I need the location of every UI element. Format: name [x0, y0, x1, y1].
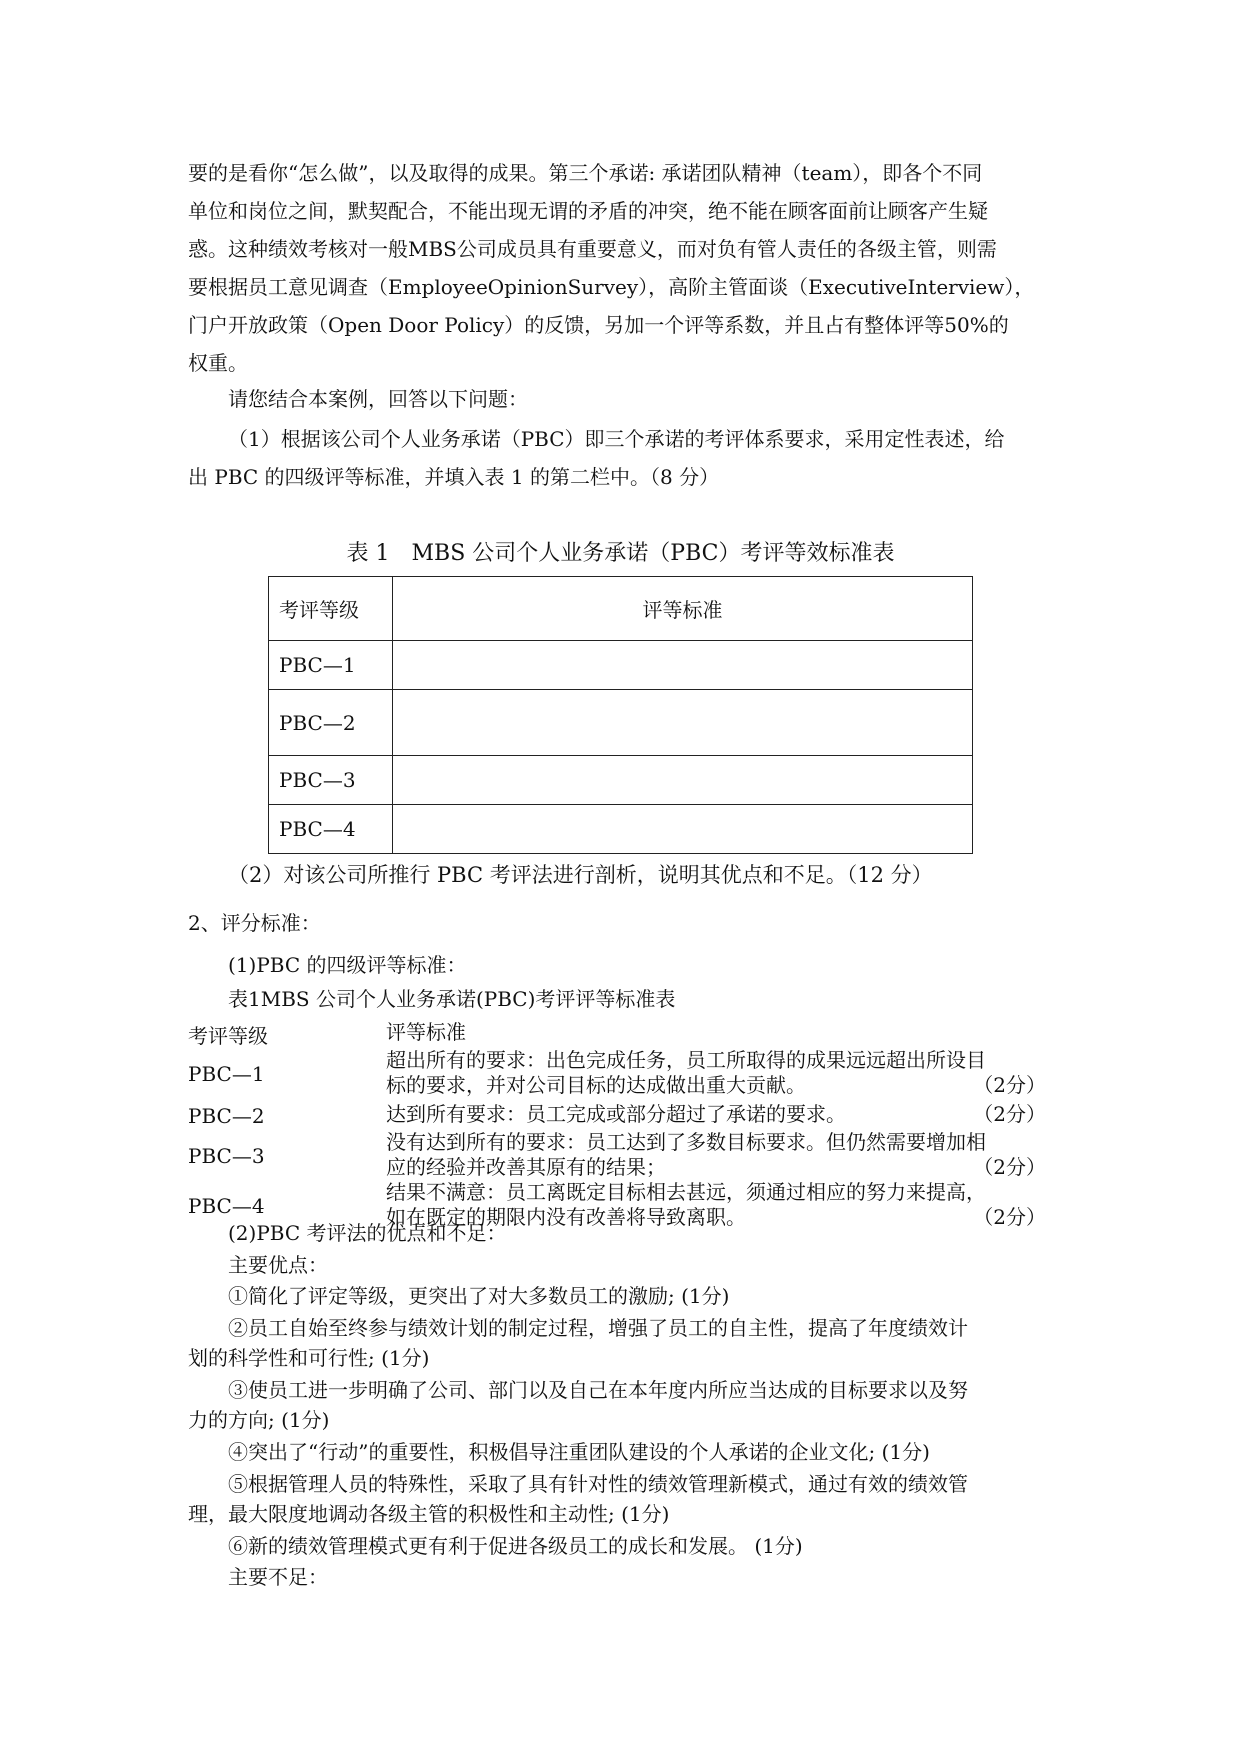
question-1-line-1: （1）根据该公司个人业务承诺（PBC）即三个承诺的考评体系要求，采用定性表述，给	[228, 427, 1005, 451]
advantage-line: ⑤根据管理人员的特殊性，采取了具有针对性的绩效管理新模式，通过有效的绩效管	[228, 1472, 968, 1496]
table-1-header-level: 考评等级	[269, 577, 393, 641]
grading-criteria	[386, 1048, 1046, 1098]
table-1-level-cell: PBC—1	[269, 641, 393, 690]
question-prompt: 请您结合本案例，回答以下问题：	[228, 387, 528, 411]
grading-level: PBC—2	[188, 1104, 265, 1128]
advantage-line: 划的科学性和可行性; (1分)	[188, 1346, 430, 1370]
table-1-criteria-cell	[393, 756, 973, 805]
intro-line-4: 要根据员工意见调查（EmployeeOpinionSurvey），高阶主管面谈（ExecutiveInterview），	[188, 275, 1035, 299]
advantage-line: 力的方向; (1分)	[188, 1408, 330, 1432]
table-1-level-cell: PBC—3	[269, 756, 393, 805]
advantage-line: ③使员工进一步明确了公司、部门以及自己在本年度内所应当达成的目标要求以及努	[228, 1378, 968, 1402]
scoring-sub-2: (2)PBC 考评法的优点和不足：	[228, 1221, 507, 1245]
advantage-line: ①简化了评定等级，更突出了对大多数员工的激励; (1分)	[228, 1284, 730, 1308]
table-1-criteria-cell	[393, 805, 973, 854]
intro-line-2: 单位和岗位之间，默契配合，不能出现无谓的矛盾的冲突，绝不能在顾客面前让顾客产生疑	[188, 199, 988, 223]
scoring-table-title: 表1MBS 公司个人业务承诺(PBC)考评评等标准表	[228, 987, 676, 1011]
grading-criteria-line: 超出所有的要求：出色完成任务，员工所取得的成果远远超出所设目	[386, 1048, 986, 1072]
grading-col-level: 考评等级	[188, 1024, 268, 1048]
grading-criteria-text: 标的要求，并对公司目标的达成做出重大贡献。	[386, 1073, 806, 1097]
scoring-sub-1: (1)PBC 的四级评等标准：	[228, 953, 467, 977]
advantages-heading: 主要优点：	[228, 1253, 328, 1277]
table-1-header-row	[269, 577, 973, 641]
grading-criteria	[386, 1102, 1046, 1127]
disadvantages-heading: 主要不足：	[228, 1565, 328, 1589]
table-1-header-criteria: 评等标准	[393, 577, 973, 641]
grading-criteria-text: 达到所有要求：员工完成或部分超过了承诺的要求。	[386, 1102, 846, 1126]
grading-criteria	[386, 1130, 1046, 1180]
grading-level: PBC—1	[188, 1062, 265, 1086]
advantage-line: ⑥新的绩效管理模式更有利于促进各级员工的成长和发展。 (1分)	[228, 1534, 803, 1558]
grading-score: （2分）	[973, 1205, 1046, 1229]
intro-line-1: 要的是看你“怎么做”，以及取得的成果。第三个承诺: 承诺团队精神（team），即各个不同	[188, 161, 983, 185]
table-1	[268, 576, 973, 854]
grading-criteria-text: 如在既定的期限内没有改善将导致离职。	[386, 1205, 746, 1229]
grading-criteria-line: 没有达到所有的要求：员工达到了多数目标要求。但仍然需要增加相	[386, 1130, 986, 1154]
intro-line-6: 权重。	[188, 351, 248, 375]
intro-line-5: 门户开放政策（Open Door Policy）的反馈，另加一个评等系数，并且占有整体评等50%的	[188, 313, 1009, 337]
table-1-criteria-cell	[393, 690, 973, 756]
grading-level: PBC—3	[188, 1144, 265, 1168]
grading-criteria-text: 应的经验并改善其原有的结果；	[386, 1155, 666, 1179]
table-1-caption: 表 1 MBS 公司个人业务承诺（PBC）考评等效标准表	[346, 541, 895, 566]
grading-score: （2分）	[973, 1102, 1046, 1126]
table-row	[269, 690, 973, 756]
table-row	[269, 641, 973, 690]
grading-col-criteria: 评等标准	[386, 1020, 466, 1044]
advantage-line: ④突出了“行动”的重要性，积极倡导注重团队建设的个人承诺的企业文化; (1分)	[228, 1440, 930, 1464]
grading-criteria-line	[386, 1073, 1046, 1098]
scoring-heading: 2、评分标准：	[188, 911, 321, 935]
table-1-level-cell: PBC—2	[269, 690, 393, 756]
table-row	[269, 756, 973, 805]
grading-score: （2分）	[973, 1155, 1046, 1179]
question-2: （2）对该公司所推行 PBC 考评法进行剖析，说明其优点和不足。（12 分）	[228, 863, 933, 887]
intro-line-3: 惑。这种绩效考核对一般MBS公司成员具有重要意义，而对负有管人责任的各级主管，则需	[188, 237, 997, 261]
question-1-line-2: 出 PBC 的四级评等标准，并填入表 1 的第二栏中。（8 分）	[188, 465, 720, 489]
table-1-criteria-cell	[393, 641, 973, 690]
advantage-line: ②员工自始至终参与绩效计划的制定过程，增强了员工的自主性，提高了年度绩效计	[228, 1316, 968, 1340]
grading-level: PBC—4	[188, 1194, 265, 1218]
grading-criteria-line	[386, 1155, 1046, 1180]
table-row	[188, 1102, 1058, 1127]
table-1-level-cell: PBC—4	[269, 805, 393, 854]
grading-criteria-line: 结果不满意：员工离既定目标相去甚远，须通过相应的努力来提高，	[386, 1180, 986, 1204]
advantage-line: 理，最大限度地调动各级主管的积极性和主动性; (1分)	[188, 1502, 670, 1526]
table-row	[269, 805, 973, 854]
grading-score: （2分）	[973, 1073, 1046, 1097]
